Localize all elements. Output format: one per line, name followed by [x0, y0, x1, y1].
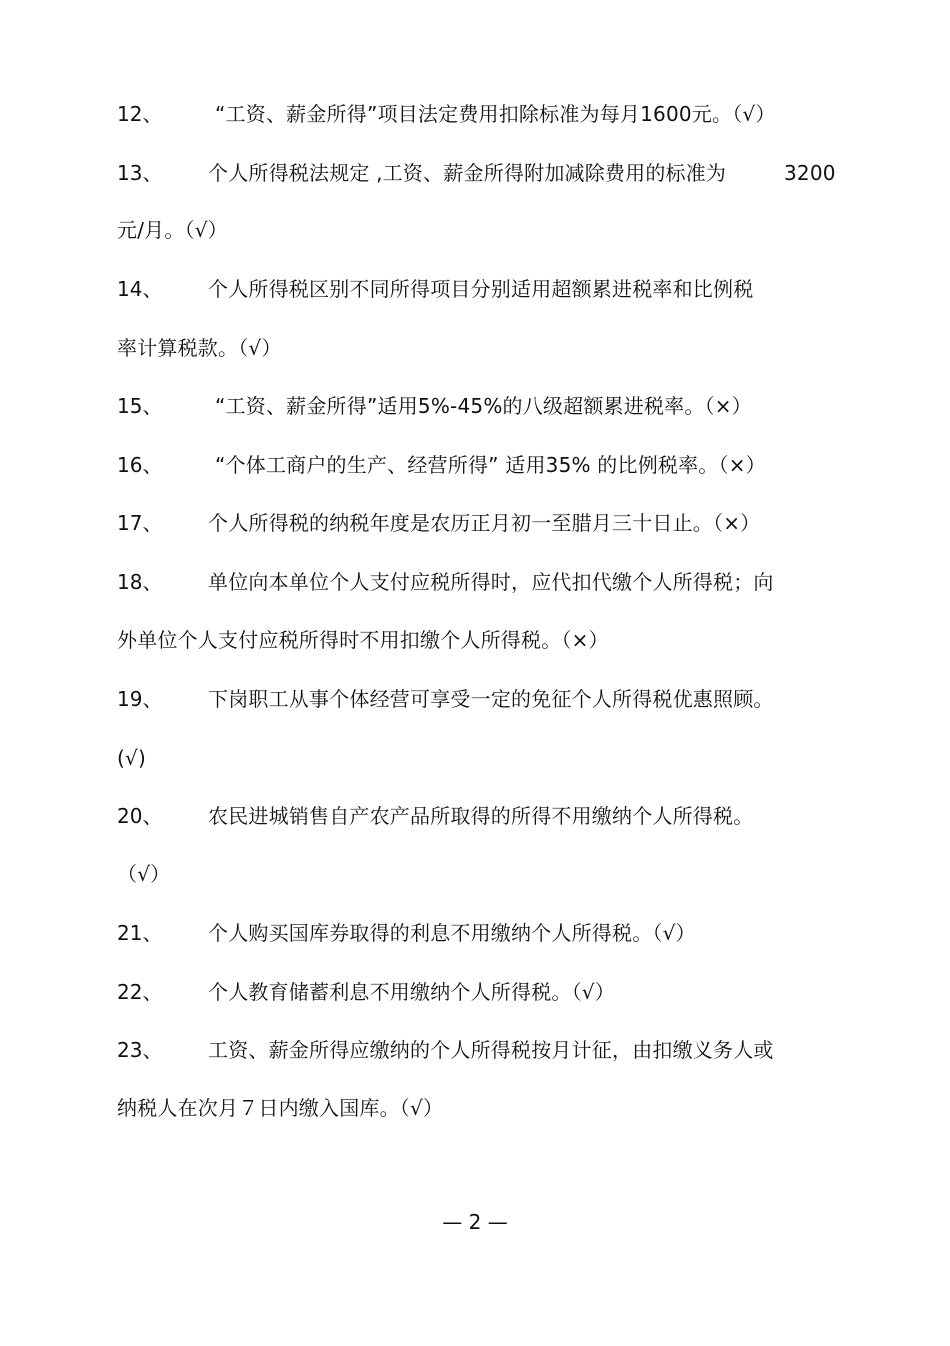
item-18-text: 单位向本单位个人支付应税所得时，应代扣代缴个人所得税；向 — [208, 570, 774, 594]
item-15-number: 15、 — [117, 394, 163, 418]
item-16-number: 16、 — [117, 453, 163, 477]
item-12-text: “工资、薪金所得”项目法定费用扣除标准为每月1600元。（√） — [215, 102, 776, 126]
item-14-number: 14、 — [117, 277, 163, 301]
item-19-text: 下岗职工从事个体经营可享受一定的免征个人所得税优惠照顾。 — [208, 687, 774, 711]
item-16-text: “个体工商户的生产、经营所得” 适用35% 的比例税率。（×） — [215, 453, 766, 477]
item-21-text: 个人购买国库券取得的利息不用缴纳个人所得税。（√） — [208, 921, 696, 945]
page-number: — 2 — — [442, 1210, 508, 1234]
item-18-continuation: 外单位个人支付应税所得时不用扣缴个人所得税。（×） — [117, 628, 609, 652]
item-12-number: 12、 — [117, 102, 163, 126]
item-20-number: 20、 — [117, 804, 163, 828]
item-20-continuation: （√） — [117, 862, 171, 886]
item-13-continuation: 元/月。（√） — [117, 218, 228, 242]
item-23-number: 23、 — [117, 1038, 163, 1062]
item-13-text: 个人所得税法规定 ,工资、薪金所得附加减除费用的标准为 — [208, 161, 727, 185]
item-23-continuation: 纳税人在次月７日内缴入国库。（√） — [117, 1096, 444, 1120]
item-14-continuation: 率计算税款。（√） — [117, 336, 282, 360]
item-22-text: 个人教育储蓄利息不用缴纳个人所得税。（√） — [208, 980, 615, 1004]
item-23-text: 工资、薪金所得应缴纳的个人所得税按月计征，由扣缴义务人或 — [208, 1038, 774, 1062]
item-19-number: 19、 — [117, 687, 163, 711]
item-21-number: 21、 — [117, 921, 163, 945]
item-17-text: 个人所得税的纳税年度是农历正月初一至腊月三十日止。（×） — [208, 511, 761, 535]
item-15-text: “工资、薪金所得”适用5%-45%的八级超额累进税率。（×） — [215, 394, 752, 418]
item-19-continuation: (√) — [117, 746, 146, 770]
item-14-text: 个人所得税区别不同所得项目分别适用超额累进税率和比例税 — [208, 277, 754, 301]
item-17-number: 17、 — [117, 511, 163, 535]
item-18-number: 18、 — [117, 570, 163, 594]
item-22-number: 22、 — [117, 980, 163, 1004]
item-20-text: 农民进城销售自产农产品所取得的所得不用缴纳个人所得税。 — [208, 804, 754, 828]
item-13-text-tail: 3200 — [784, 161, 836, 185]
item-13-number: 13、 — [117, 161, 163, 185]
